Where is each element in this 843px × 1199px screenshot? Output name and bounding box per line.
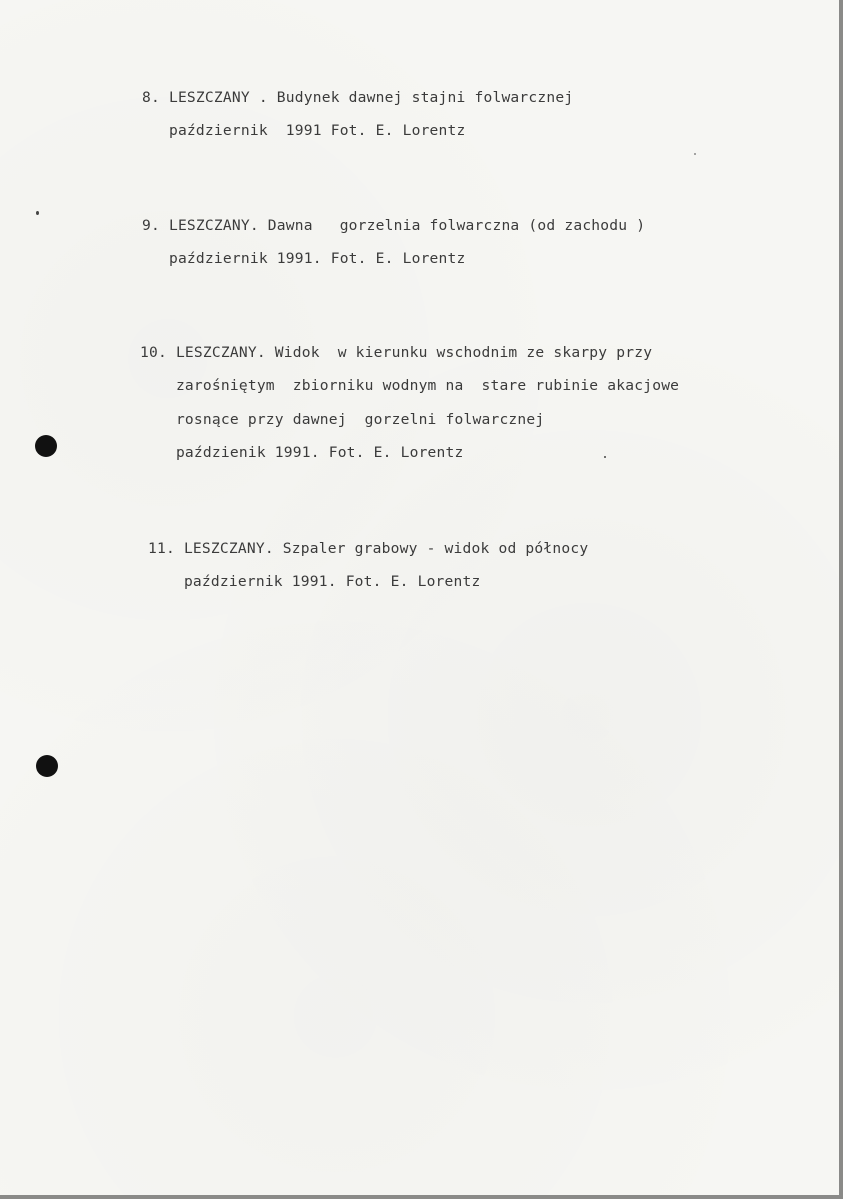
entry-9-line-1: 9. LESZCZANY. Dawna gorzelnia folwarczna (od zachodu ) xyxy=(142,217,646,234)
paper-speck xyxy=(694,153,696,155)
entry-8-line-1: 8. LESZCZANY . Budynek dawnej stajni folwarcznej xyxy=(142,89,574,106)
entry-10-line-4: paździenik 1991. Fot. E. Lorentz xyxy=(140,444,464,461)
paper-speck xyxy=(36,211,39,215)
entry-9-line-2: październik 1991. Fot. E. Lorentz xyxy=(142,250,466,267)
entry-8-line-2: październik 1991 Fot. E. Lorentz xyxy=(142,122,466,139)
entry-11-line-2: październik 1991. Fot. E. Lorentz xyxy=(148,573,481,590)
entry-10-line-1: 10. LESZCZANY. Widok w kierunku wschodnim ze skarpy przy xyxy=(140,344,653,361)
entry-10-line-3: rosnące przy dawnej gorzelni folwarcznej xyxy=(140,411,545,428)
punch-hole-top xyxy=(35,435,57,457)
paper-speck xyxy=(604,456,606,458)
entry-10-line-2: zarośniętym zbiorniku wodnym na stare rubinie akacjowe xyxy=(140,377,680,394)
punch-hole-bottom xyxy=(36,755,58,777)
entry-11-line-1: 11. LESZCZANY. Szpaler grabowy - widok od północy xyxy=(148,540,589,557)
